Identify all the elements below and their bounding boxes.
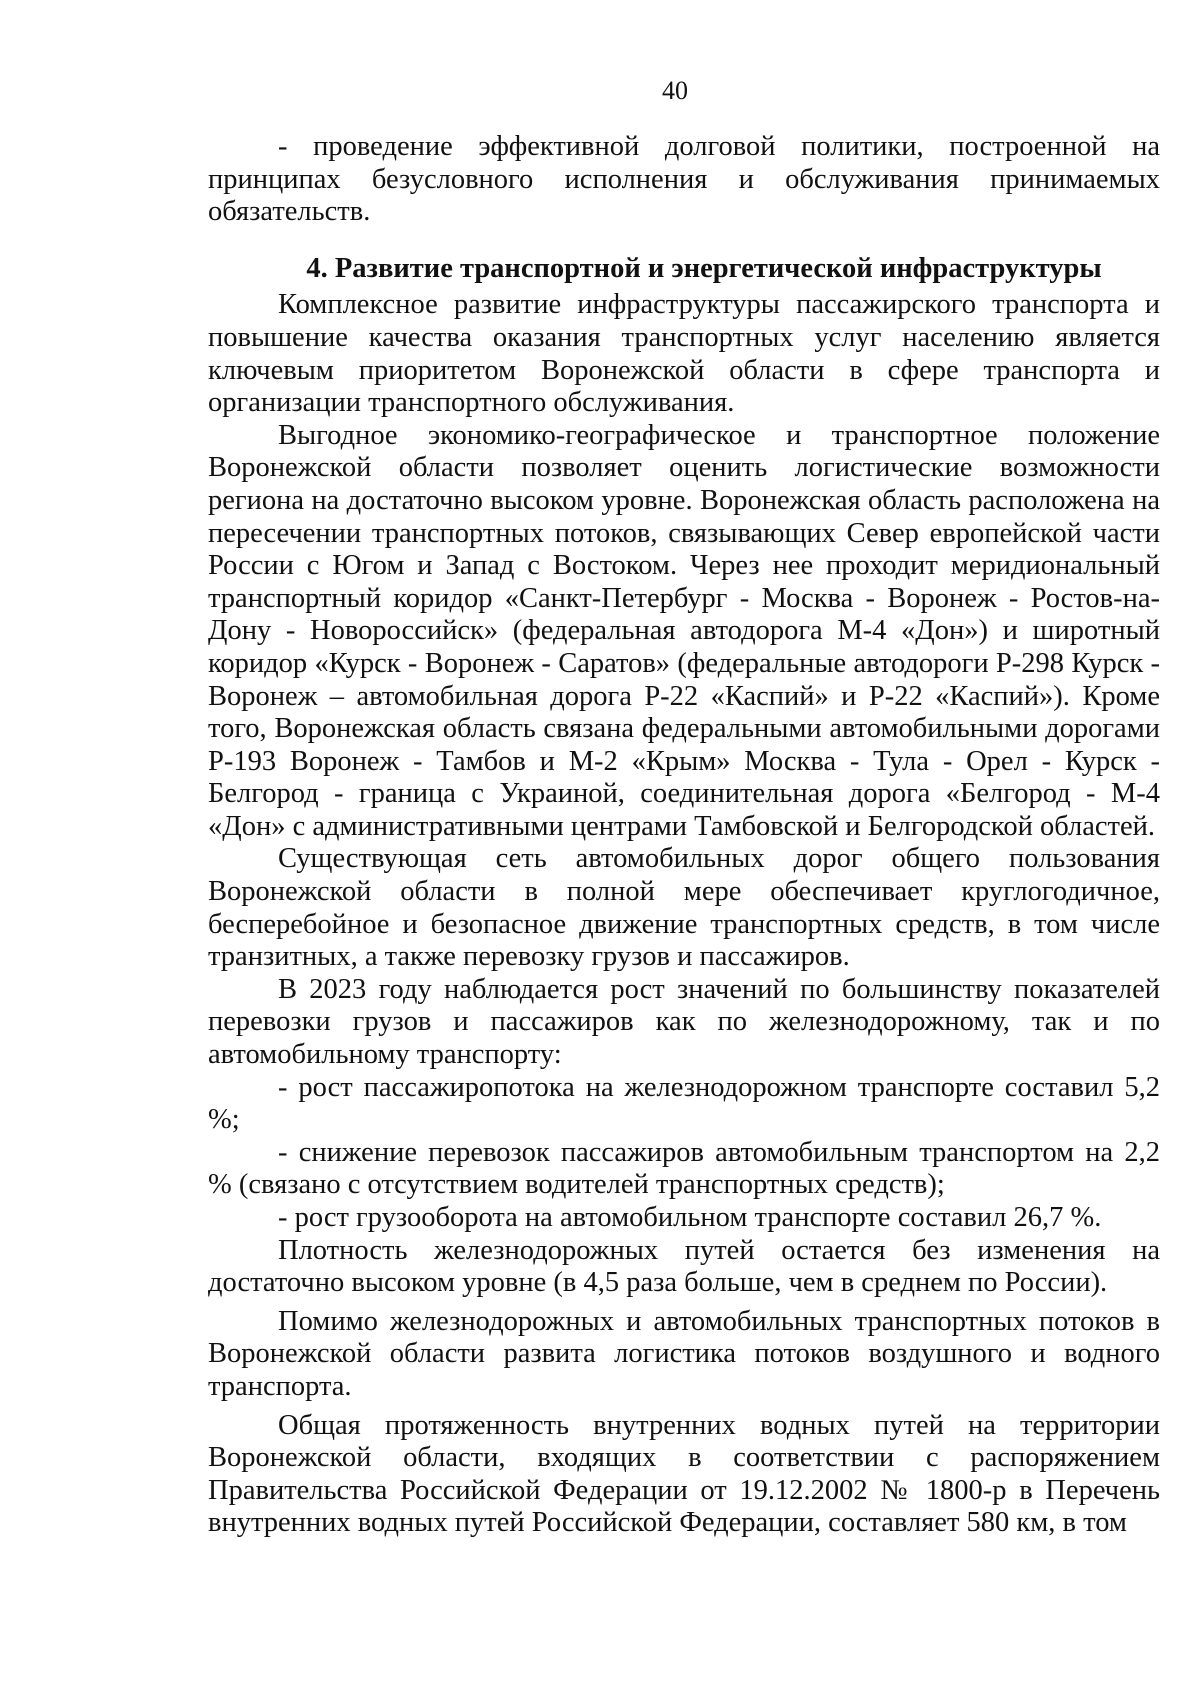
list-item: - рост грузооборота на автомобильном транспорте составил 26,7 %. bbox=[278, 1202, 1102, 1233]
document-body bbox=[208, 131, 1160, 1540]
body-paragraph: Выгодное экономико-географическое и транспортное положение Воронежской области позволяет оценить логистические возможности региона на достаточно высоком уровне. Воронежская область расположена на пересечении транспортных потоков, связывающих Север европейской части России с Югом и Запад с Востоком. Через нее проходит меридиональный транспортный коридор «Санкт-Петербург - Москва - Воронеж - Ростов-на-Дону - Новороссийск» (федеральная автодорога М-4 «Дон») и широтный коридор «Курск - Воронеж - Саратов» (федеральные автодороги Р-298 Курск - Воронеж – автомобильная дорога Р-22 «Каспий» и Р-22 «Каспий»). Кроме того, Воронежская область связана федеральными автомобильными дорогами Р-193 Воронеж - Тамбов и М-2 «Крым» Москва - Тула - Орел - Курск - Белгород - граница с Украиной, соединительная дорога «Белгород - М-4 «Дон» с административными центрами Тамбовской и Белгородской областей. bbox=[208, 419, 1160, 842]
intro-paragraph: - проведение эффективной долговой политики, построенной на принципах безусловного исполнения и обслуживания принимаемых обязательств. bbox=[208, 131, 1160, 228]
body-paragraph: В 2023 году наблюдается рост значений по большинству показателей перевозки грузов и пассажиров как по железнодорожному, так и по автомобильному транспорту: bbox=[208, 973, 1160, 1071]
section-heading: 4. Развитие транспортной и энергетической инфраструктуры bbox=[306, 252, 1102, 284]
body-paragraph: Существующая сеть автомобильных дорог общего пользования Воронежской области в полной мере обеспечивает круглогодичное, бесперебойное и безопасное движение транспортных средств, в том числе транзитных, а также перевозку грузов и пассажиров. bbox=[208, 843, 1160, 973]
body-paragraph: Комплексное развитие инфраструктуры пассажирского транспорта и повышение качества оказания транспортных услуг населению является ключевым приоритетом Воронежской области в сфере транспорта и организации транспортного обслуживания. bbox=[208, 289, 1160, 419]
page-number: 40 bbox=[662, 76, 688, 105]
list-item: - рост пассажиропотока на железнодорожном транспорте составил 5,2 %; bbox=[208, 1071, 1160, 1136]
list-item: - снижение перевозок пассажиров автомобильным транспортом на 2,2 % (связано с отсутствием водителей транспортных средств); bbox=[208, 1136, 1160, 1201]
body-paragraph: Помимо железнодорожных и автомобильных транспортных потоков в Воронежской области развита логистика потоков воздушного и водного транспорта. bbox=[208, 1305, 1160, 1402]
body-paragraph: Плотность железнодорожных путей остается без изменения на достаточно высоком уровне (в 4,5 раза больше, чем в среднем по России). bbox=[208, 1234, 1160, 1299]
body-paragraph: Общая протяженность внутренних водных путей на территории Воронежской области, входящих в соответствии с распоряжением Правительства Российской Федерации от 19.12.2002 № 1800-р в Перечень внутренних водных путей Российской Федерации, составляет 580 км, в том bbox=[208, 1409, 1160, 1539]
